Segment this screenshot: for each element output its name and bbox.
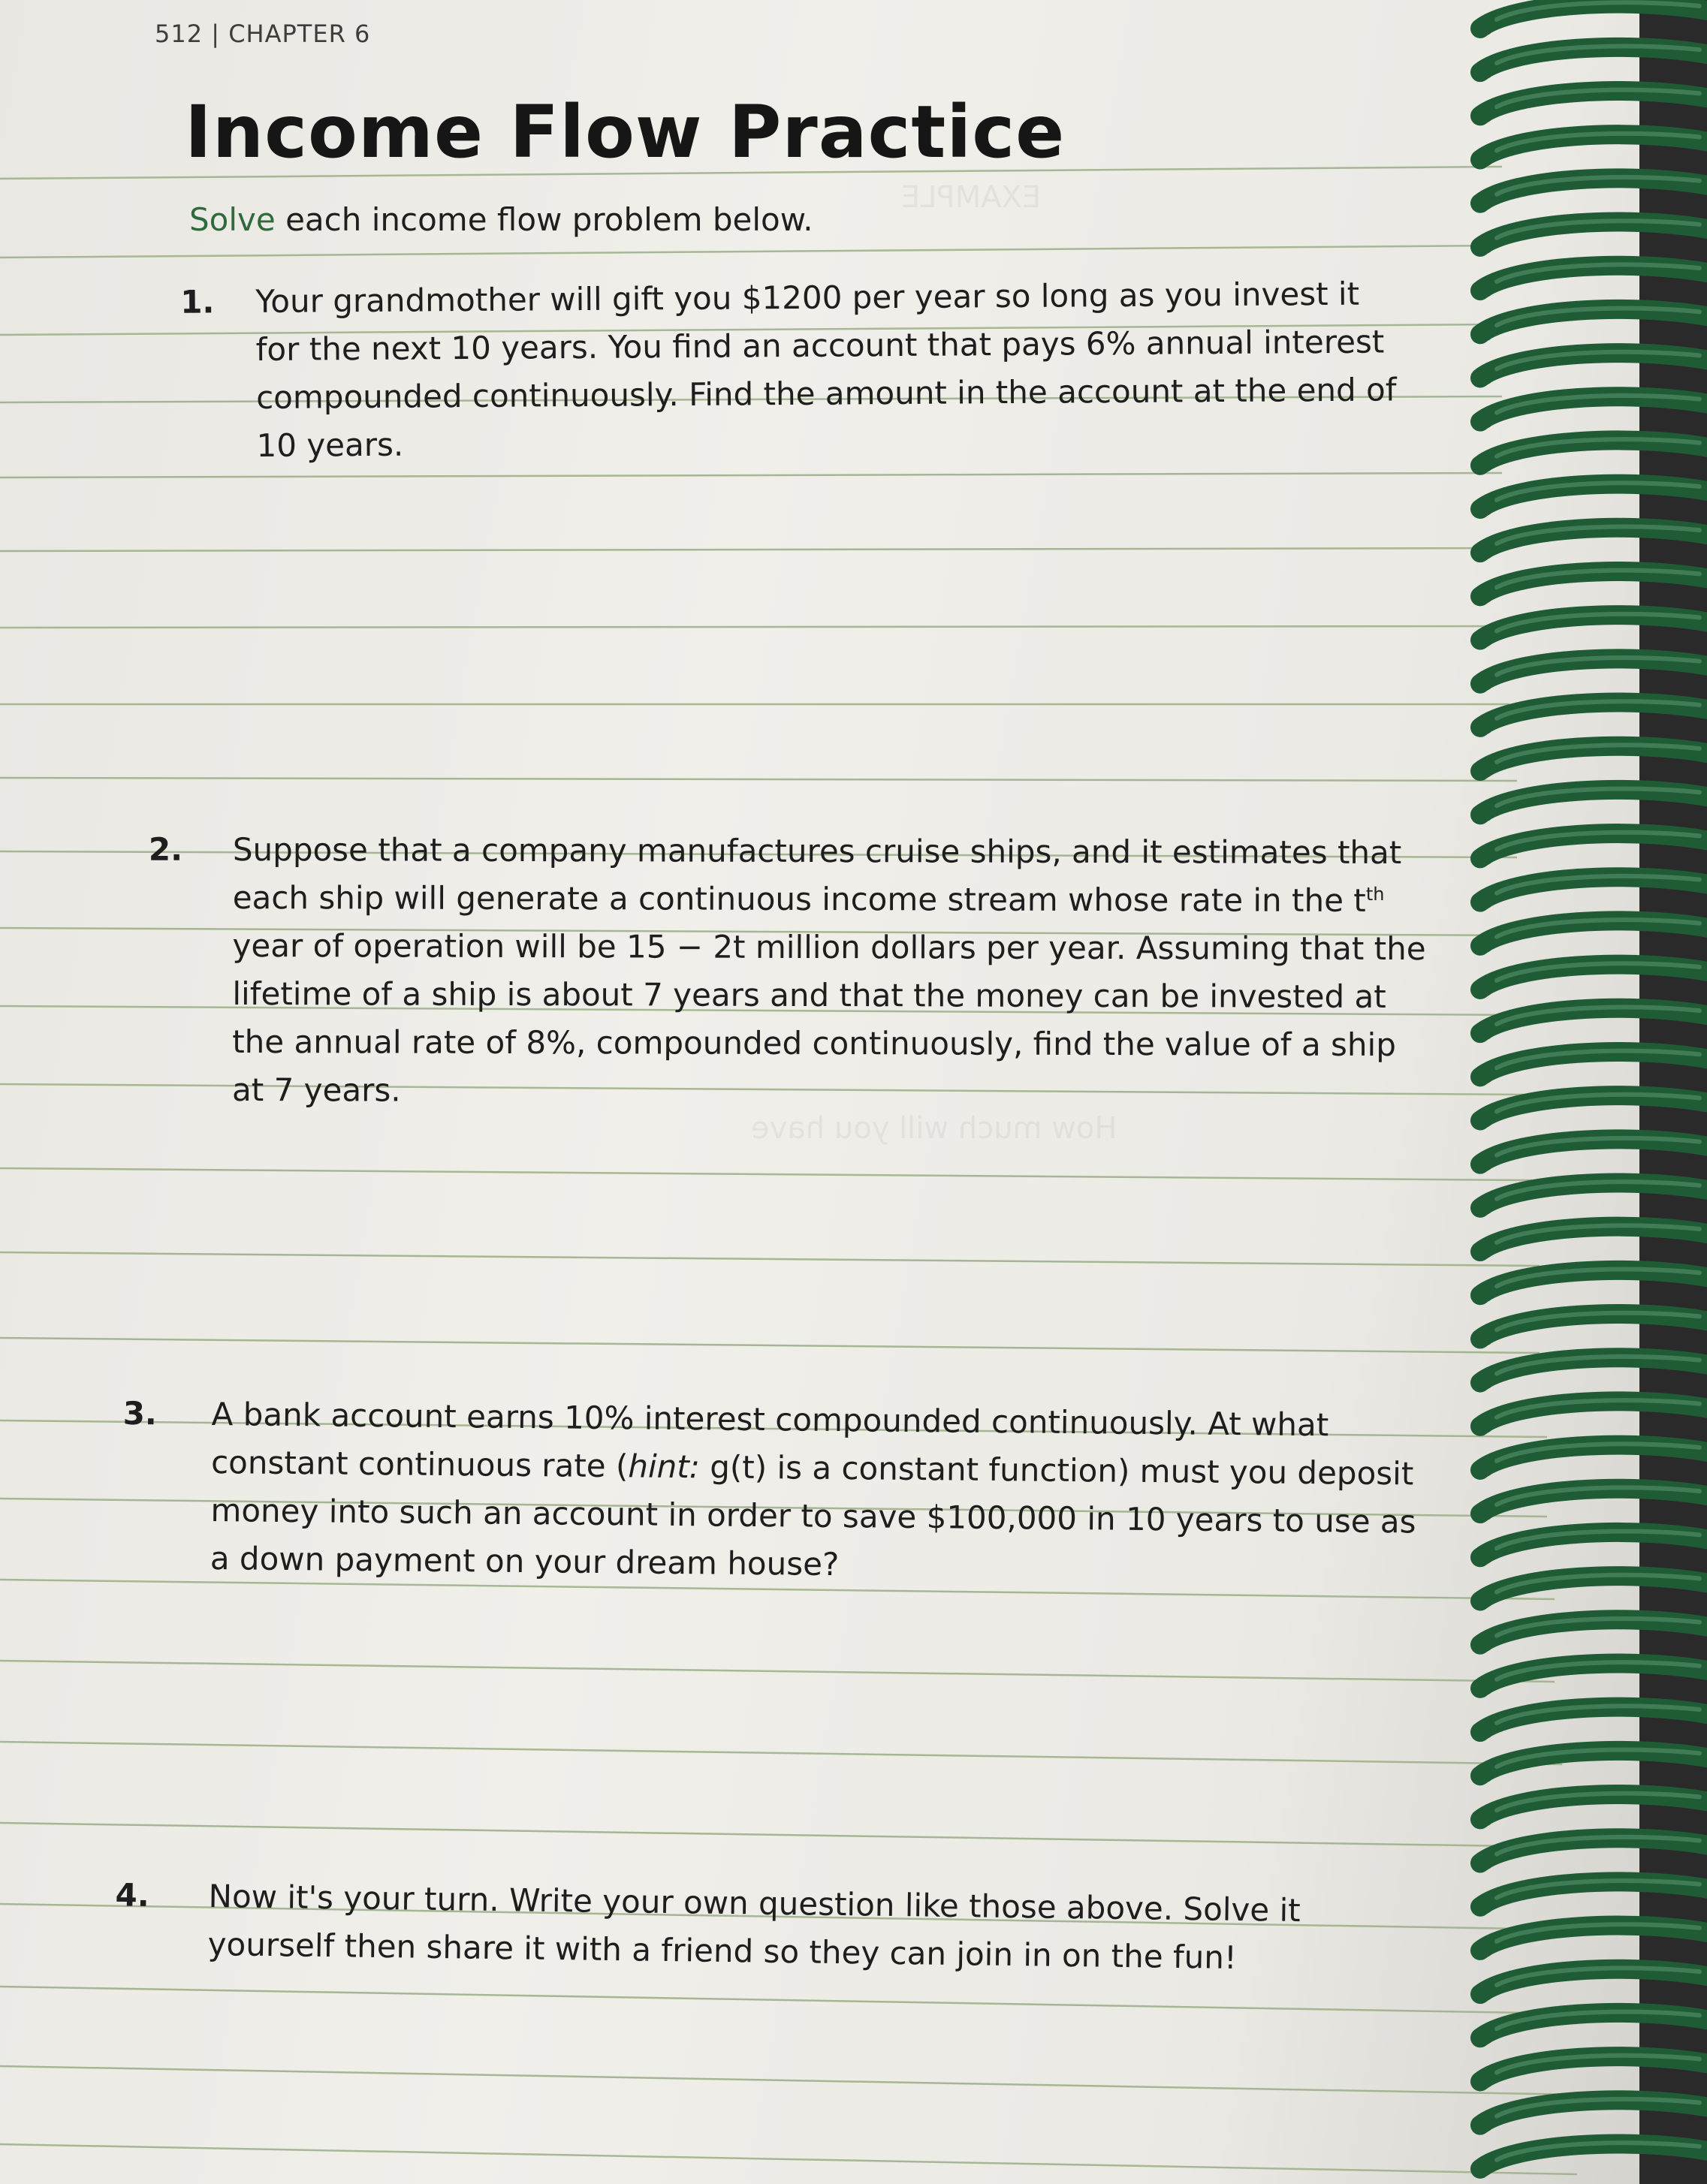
instructions [189,201,813,238]
problem-3 [122,1390,1443,1595]
instructions-accent: Solve [189,201,276,238]
problem-number: 3. [122,1394,158,1432]
page-title: Income Flow Practice [185,90,1066,174]
page-header: 512 | CHAPTER 6 [155,20,371,48]
instructions-text: each income flow problem below. [275,201,813,238]
problem-4 [115,1872,1350,1984]
problem-text: Your grandmother will gift you $1200 per year so long as you invest it for the next 10 years. You find an account that pays 6% annual interest compounded continuously. Find the amount in the account at the end of 10 years. [255,275,1397,464]
show-through-text: How much will you have [751,1111,1117,1146]
hint-label: hint: [628,1447,701,1486]
problem-number: 1. [180,283,215,321]
problem-2 [148,826,1434,1117]
problem-1 [180,270,1398,470]
superscript: th [1365,883,1385,905]
problem-number: 4. [115,1876,150,1914]
spiral-binding [1467,0,1707,2184]
problem-number: 2. [148,830,183,868]
show-through-text: EXAMPLE [901,180,1042,215]
problem-text: Now it's your turn. Write your own question like those above. Solve it yourself then share it with a friend so they can join in on the fun! [207,1877,1301,1976]
problem-text: A bank account earns 10% interest compounded continuously. At what constant continuous rate (hint: g(t) is a constant function) must you deposit money into such an account in order to save $100,000 in 10 years to use as a down payment on your dream house? [210,1395,1416,1583]
problem-text: Suppose that a company manufactures cruise ships, and it estimates that each ship will generate a continuous income stream whose rate in the $t^{th}$ year of operation will be 15 − 2t million dollars per year. Assuming that the lifetime of a ship is about 7 years and that the money can be invested at the annual rate of 8%, compounded continuously, find the value of a ship at 7 years. [232,831,1426,1109]
